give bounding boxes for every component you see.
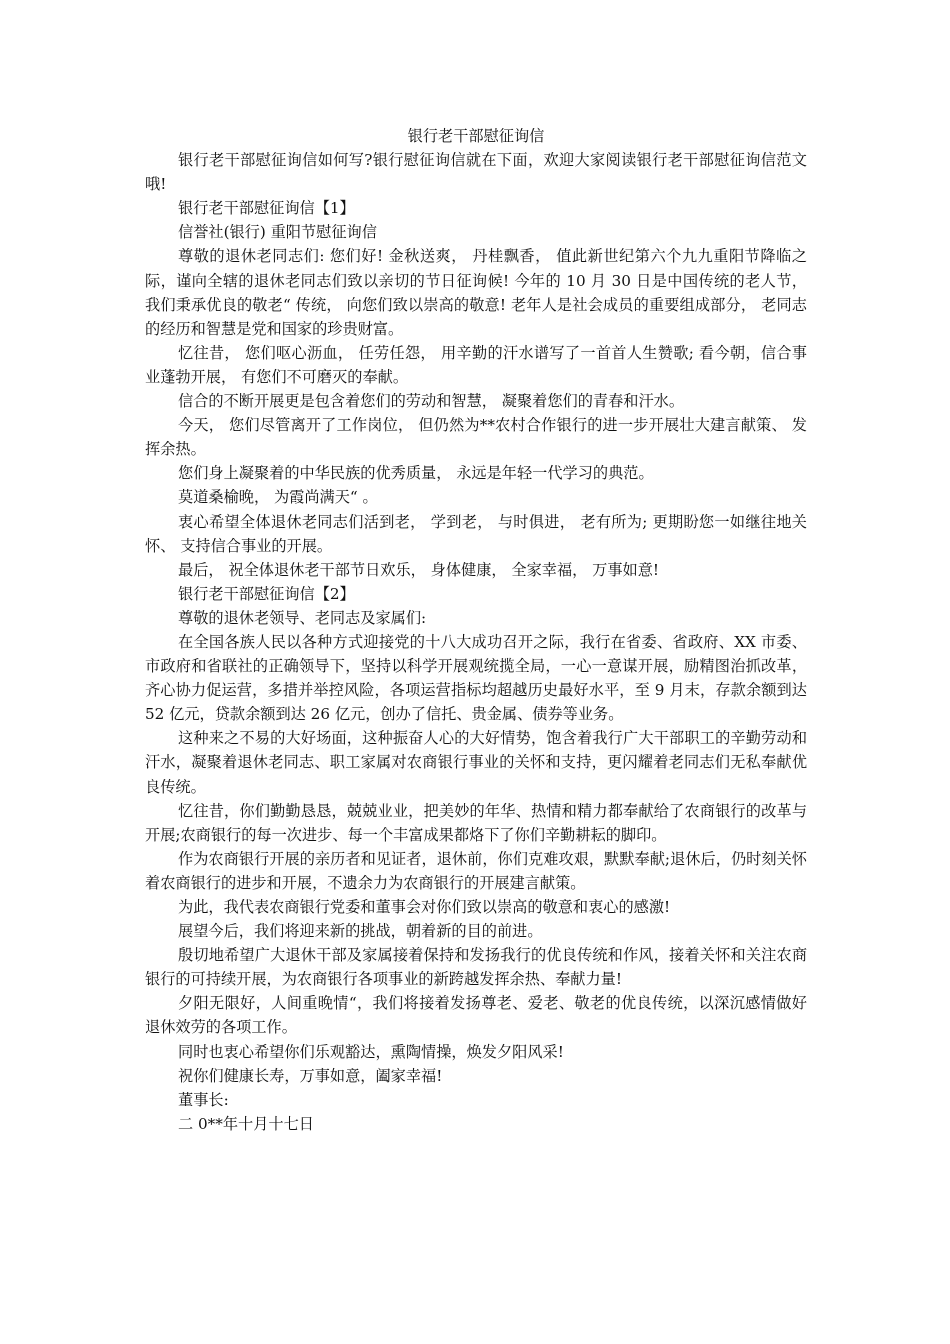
letter-subtitle: 信誉社(银行) 重阳节慰征询信 [178, 223, 377, 242]
intro-paragraph: 银行老干部慰征询信如何写?银行慰征询信就在下面，欢迎大家阅读银行老干部慰征询信范文哦! [145, 151, 807, 194]
paragraph: 尊敬的退休老同志们: 您们好! 金秋送爽， 丹桂飘香， 值此新世纪第六个九九重阳节降临之际，谨向全辖的退休老同志们致以亲切的节日征询候! 今年的 10 月 30 日是中国传统的老人节， 我们秉承优良的敬老“ 传统， 向您们致以崇高的敬意! 老年人是社会成员的重要组成部分， 老同志的经历和智慧是党和国家的珍贵财富。 [145, 247, 807, 338]
paragraph: 夕阳无限好，人间重晚情“，我们将接着发扬尊老、爱老、敬老的优良传统，以深沉感情做好退休效劳的各项工作。 [145, 994, 807, 1037]
signature-title: 董事长: [178, 1090, 229, 1109]
document-body [145, 124, 807, 1136]
paragraph: 同时也衷心希望你们乐观豁达，熏陶情操，焕发夕阳风采! [178, 1042, 564, 1061]
paragraph: 今天， 您们尽管离开了工作岗位， 但仍然为**农村合作银行的进一步开展壮大建言献策、 发挥余热。 [145, 416, 807, 459]
paragraph: 忆往昔，你们勤勤恳恳，兢兢业业，把美妙的年华、热情和精力都奉献给了农商银行的改革与开展;农商银行的每一次进步、每一个丰富成果都烙下了你们辛勤耕耘的脚印。 [145, 801, 807, 844]
paragraph: 为此，我代表农商银行党委和董事会对你们致以崇高的敬意和衷心的感激! [178, 898, 671, 916]
salutation: 尊敬的退休老领导、老同志及家属们: [178, 608, 427, 627]
paragraph: 作为农商银行开展的亲历者和见证者，退休前，你们克难攻艰，默默奉献;退休后，仍时刻关怀着农商银行的进步和开展，不遗余力为农商银行的开展建言献策。 [145, 849, 807, 892]
paragraph: 最后， 祝全体退休老干部节日欢乐， 身体健康， 全家幸福， 万事如意! [178, 560, 660, 579]
section-heading-1: 银行老干部慰征询信【1】 [178, 199, 355, 218]
paragraph: 祝你们健康长寿，万事如意，阖家幸福! [178, 1066, 443, 1085]
paragraph: 忆往昔， 您们呕心沥血， 任劳任怨， 用辛勤的汗水谱写了一首首人生赞歌; 看今朝，信合事业蓬勃开展， 有您们不可磨灭的奉献。 [145, 343, 807, 386]
paragraph: 这种来之不易的大好场面，这种振奋人心的大好情势，饱含着我行广大干部职工的辛勤劳动和汗水，凝聚着退休老同志、职工家属对农商银行事业的关怀和支持，更闪耀着老同志们无私奉献优良传统。 [145, 729, 807, 796]
paragraph: 莫道桑榆晚， 为霞尚满天“ 。 [178, 488, 378, 507]
paragraph: 在全国各族人民以各种方式迎接党的十八大成功召开之际，我行在省委、省政府、XX 市委、市政府和省联社的正确领导下，坚持以科学开展观统揽全局，一心一意谋开展，励精图治抓改革，齐心协力促运营，多措并举控风险，各项运营指标均超越历史最好水平，至 9 月末，存款余额到达 52 亿元，贷款余额到达 26 亿元，创办了信托、贵金属、债券等业务。 [145, 632, 807, 724]
paragraph: 殷切地希望广大退休干部及家属接着保持和发扬我行的优良传统和作风，接着关怀和关注农商银行的可持续开展，为农商银行各项事业的新跨越发挥余热、奉献力量! [145, 946, 807, 989]
section-heading-2: 银行老干部慰征询信【2】 [178, 584, 355, 603]
paragraph: 您们身上凝聚着的中华民族的优秀质量， 永远是年轻一代学习的典范。 [178, 464, 654, 483]
letter-date: 二 0**年十月十七日 [178, 1114, 314, 1133]
paragraph: 信合的不断开展更是包含着您们的劳动和智慧， 凝聚着您们的青春和汗水。 [178, 392, 685, 411]
paragraph: 展望今后，我们将迎来新的挑战，朝着新的目的前进。 [178, 922, 543, 941]
document-title: 银行老干部慰征询信 [407, 127, 545, 145]
paragraph: 衷心希望全体退休老同志们活到老， 学到老， 与时俱进， 老有所为; 更期盼您一如继往地关怀、 支持信合事业的开展。 [145, 512, 807, 555]
